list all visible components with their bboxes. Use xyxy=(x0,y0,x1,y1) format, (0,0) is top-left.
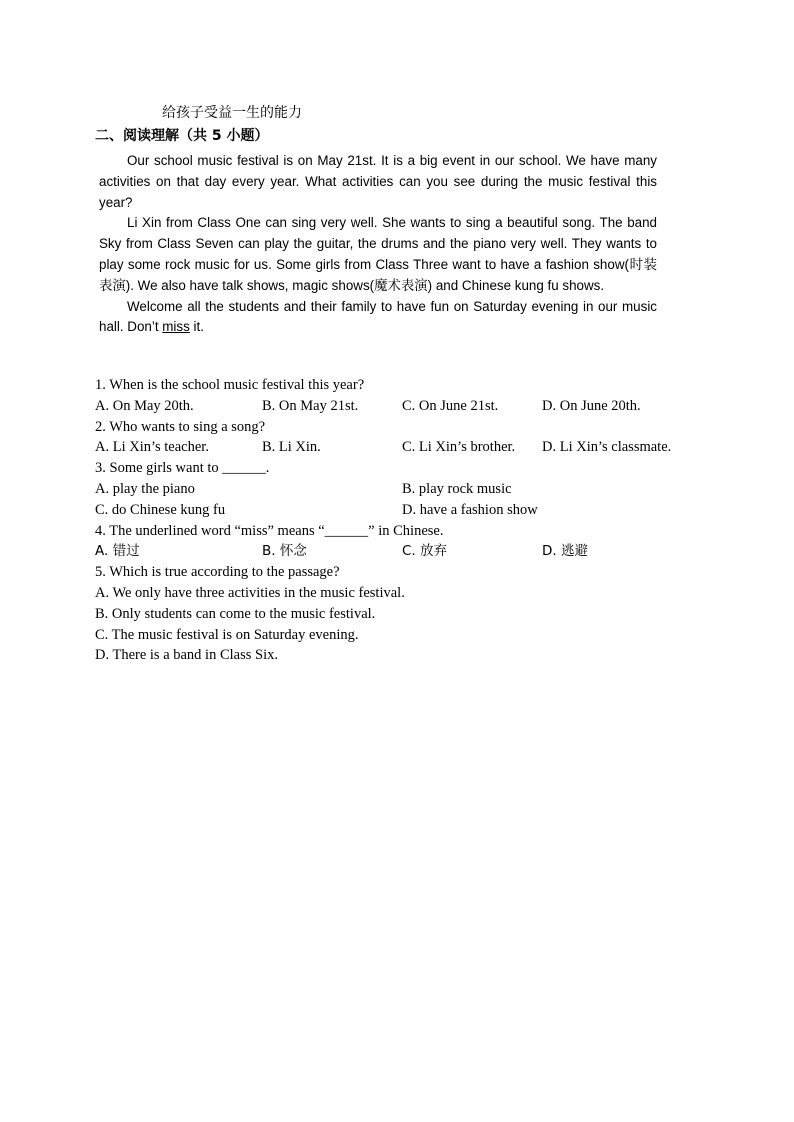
option-c: C. On June 21st. xyxy=(402,397,499,414)
option-c: C. Li Xin’s brother. xyxy=(402,439,516,456)
option-b: B. On May 21st. xyxy=(262,397,359,414)
option-a: A. 错过 xyxy=(95,543,140,560)
underlined-word: miss xyxy=(162,319,190,335)
option-c: C. do Chinese kung fu xyxy=(95,501,226,518)
option-row xyxy=(95,479,715,500)
option-a: A. play the piano xyxy=(95,480,195,497)
option-a: A. On May 20th. xyxy=(95,397,194,414)
question-2 xyxy=(95,417,715,459)
option-b: B. play rock music xyxy=(402,480,512,497)
option-d: D. There is a band in Class Six. xyxy=(95,647,278,664)
question-stem: 5. Which is true according to the passage? xyxy=(95,564,340,581)
option-d: D. 逃避 xyxy=(542,543,588,560)
option-d: D. have a fashion show xyxy=(402,501,538,518)
passage-paragraph-3 xyxy=(99,297,657,339)
option-a: A. We only have three activities in the music festival. xyxy=(95,584,405,601)
reading-passage xyxy=(99,151,657,338)
option-d: D. Li Xin’s classmate. xyxy=(542,439,672,456)
question-stem: 3. Some girls want to ______. xyxy=(95,460,270,477)
passage-text: it. xyxy=(189,319,204,335)
option-c: C. The music festival is on Saturday evening. xyxy=(95,626,359,643)
question-list xyxy=(95,375,715,666)
option-row xyxy=(95,396,715,417)
option-c: C. 放弃 xyxy=(402,543,448,560)
section-title: 二、阅读理解（共 5 小题） xyxy=(95,128,269,144)
option-b: B. Only students can come to the music festival. xyxy=(95,605,376,622)
option-b: B. Li Xin. xyxy=(262,439,321,456)
passage-paragraph-1: Our school music festival is on May 21st. It is a big event in our school. We have many activities on that day every year. What activities can you see during the music festival this year? xyxy=(99,153,657,210)
question-stem: 2. Who wants to sing a song? xyxy=(95,418,266,435)
question-5 xyxy=(95,562,715,666)
question-stem: 4. The underlined word “miss” means “______” in Chinese. xyxy=(95,522,444,539)
option-a: A. Li Xin’s teacher. xyxy=(95,439,209,456)
option-row xyxy=(95,500,715,521)
question-4 xyxy=(95,521,715,563)
header-slogan: 给孩子受益一生的能力 xyxy=(162,105,302,121)
question-3 xyxy=(95,458,715,520)
passage-paragraph-2: Li Xin from Class One can sing very well. She wants to sing a beautiful song. The band Sky from Class Seven can play the guitar, the drums and the piano very well. They wants to play some rock music for us. Some girls from Class Three want to have a fashion show(时装表演). We also have talk shows, magic shows(魔术表演) and Chinese kung fu shows. xyxy=(99,215,657,293)
option-b: B. 怀念 xyxy=(262,543,307,560)
option-row xyxy=(95,437,715,458)
option-row xyxy=(95,541,715,562)
question-stem: 1. When is the school music festival this year? xyxy=(95,377,365,393)
passage-text: Welcome all the students and their family to have fun on Saturday evening in our music hall. Don’t xyxy=(99,298,657,335)
option-d: D. On June 20th. xyxy=(542,397,641,414)
question-1 xyxy=(95,375,715,417)
